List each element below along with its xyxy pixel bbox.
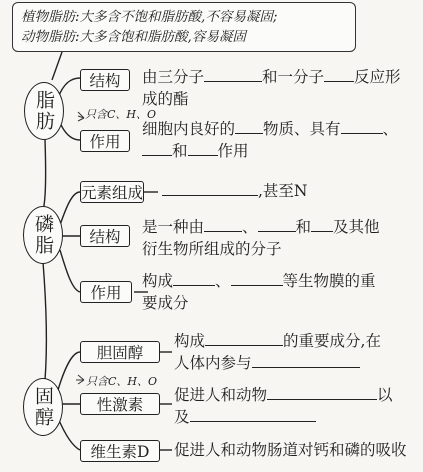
phospholipid-composition-text: ,甚至N [162,180,308,202]
fat-title: 脂肪 [33,90,55,132]
blank [258,217,296,232]
sterol-oval [23,378,63,436]
blank [173,271,215,286]
blank [205,331,283,346]
blank [267,385,377,400]
phospholipid-function-label: 作用 [90,284,122,302]
fat-structure-label: 结构 [89,72,121,90]
fat-function-box [80,130,130,152]
blank [341,119,383,134]
vitamin-d-label: 维生素D [90,443,150,461]
phospholipid-composition-box [80,181,144,203]
vitamin-d-text: 促进人和动物肠道对钙和磷的吸收 [174,441,407,459]
sex-hormone-text: 促进人和动物 以 及 [174,386,393,426]
blank [162,181,258,196]
phospholipid-structure-box [80,225,130,247]
phospholipid-composition-label: 元素组成 [81,184,144,202]
blank [190,407,316,422]
phospholipid-function-box [80,281,132,303]
blank [324,67,354,82]
cholesterol-label: 胆固醇 [96,344,144,362]
blank [231,271,283,286]
blank [142,141,172,156]
fat-oval [24,82,64,140]
fat-function-label: 作用 [89,133,121,151]
fat-types-note [12,2,356,52]
sex-hormone-label: 性激素 [96,396,144,414]
blank [311,217,333,232]
phospholipid-structure-text: 是一种由 、 和 及其他 衍生物所组成的分子 [142,218,380,258]
blank [188,141,218,156]
fat-element-note: 只含C、H、O [85,108,157,121]
fat-function-text: 细胞内良好的 物质、具有 、 和 作用 [142,120,399,160]
blank [204,217,242,232]
plant-fat-note: 植物脂肪:大多含不饱和脂肪酸,不容易凝固; [21,9,278,25]
phospholipid-structure-label: 结构 [89,228,121,246]
fat-structure-box [80,69,130,91]
phospholipid-function-text: 构成 、 等生物膜的重 要成分 [142,272,376,312]
vitamin-d-box [80,440,160,462]
fat-structure-text: 由三分子 和一分子 反应形 成的酯 [142,68,401,108]
phospholipid-oval [23,206,63,264]
blank [204,67,262,82]
blank [235,119,263,134]
cholesterol-box [80,341,160,363]
animal-fat-note: 动物脂肪:大多含饱和脂肪酸,容易凝固 [21,29,246,45]
phospholipid-title: 磷脂 [32,214,54,256]
cholesterol-text: 构成 的重要成分,在 人体内参与 [174,332,381,372]
sterol-element-note: 只含C、H、O [86,375,158,388]
blank [252,353,360,368]
sterol-title: 固醇 [32,386,54,428]
sex-hormone-box [80,393,160,415]
